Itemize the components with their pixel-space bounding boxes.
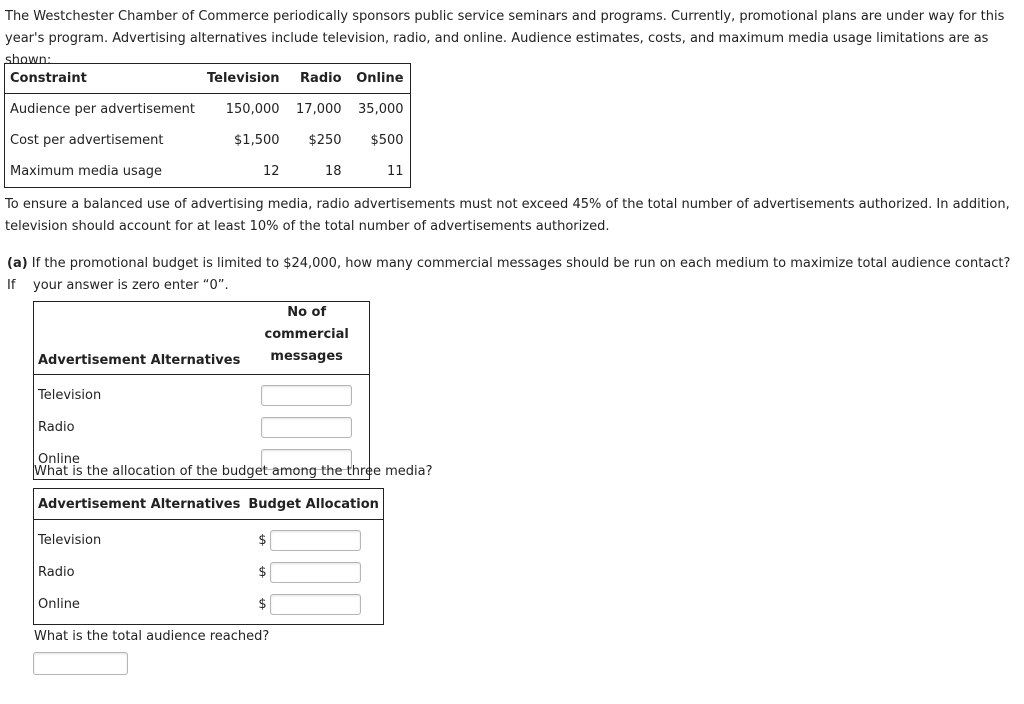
television-budget-input[interactable] (270, 530, 361, 551)
budget-allocation-header: Budget Allocation (244, 489, 383, 520)
row-label: Online (38, 451, 80, 467)
row-label: Radio (38, 564, 75, 580)
cost-row (5, 125, 411, 156)
table-row (34, 556, 384, 588)
total-audience-input[interactable] (33, 652, 128, 675)
input-cell (244, 520, 383, 557)
messages-header-line1: No of commercial (264, 305, 349, 342)
row-label: Audience per advertisement (10, 102, 195, 117)
row-label: Radio (38, 419, 75, 435)
total-audience-question: What is the total audience reached? (34, 629, 270, 644)
part-a-label: (a) (7, 256, 28, 271)
row-label: Television (38, 532, 102, 548)
radio-messages-input[interactable] (261, 417, 352, 438)
alternatives-header: Advertisement Alternatives (34, 489, 245, 520)
allocation-question: What is the allocation of the budget among the three media? (34, 464, 433, 479)
audience-row (5, 94, 411, 126)
budget-table (33, 488, 384, 625)
alternatives-header: Advertisement Alternatives (34, 302, 245, 375)
messages-table (33, 301, 370, 480)
input-cell (244, 556, 383, 588)
table-cell: 18 (324, 164, 342, 179)
row-label: Online (38, 596, 80, 612)
input-cell (244, 375, 369, 412)
row-label: Television (38, 387, 102, 403)
dollar-sign: $ (258, 532, 267, 548)
constraint-table (4, 63, 411, 188)
table-cell: 150,000 (225, 102, 280, 117)
table-row (34, 411, 370, 443)
television-header: Television (201, 64, 286, 94)
part-a-question-text: If the promotional budget is limited to $24,000, how many commercial messages should be run on each medium to maximize total audience contact? If (7, 256, 1011, 293)
dollar-sign: $ (258, 564, 267, 580)
table-cell: 17,000 (296, 102, 342, 117)
row-label: Maximum media usage (10, 164, 163, 179)
input-cell (244, 411, 369, 443)
max-usage-row (5, 156, 411, 188)
radio-budget-input[interactable] (270, 562, 361, 583)
messages-header-row (34, 302, 370, 375)
dollar-sign: $ (258, 596, 267, 612)
messages-header-line2: messages (270, 349, 343, 364)
table-cell: 11 (386, 164, 404, 179)
constraint-header-row (5, 64, 411, 94)
intro-text: The Westchester Chamber of Commerce periodically sponsors public service seminars and programs. Currently, promotional plans are under way for this year's program. Advertising alternatives include television, radio, and online. Audience estimates, costs, and maximum media usage limitations are as shown: (5, 9, 1005, 68)
table-row (34, 375, 370, 412)
table-cell: 12 (262, 164, 280, 179)
row-label: Cost per advertisement (10, 133, 164, 148)
radio-header: Radio (286, 64, 348, 94)
table-row (34, 520, 384, 557)
balance-note: To ensure a balanced use of advertising media, radio advertisements must not exceed 45% of the total number of advertisements authorized. In addition, television should account for at least 10% of the total number of advertisements authorized. (5, 197, 1010, 234)
constraint-header: Constraint (5, 64, 201, 94)
table-row (34, 588, 384, 625)
table-cell: 35,000 (358, 102, 404, 117)
budget-header-row (34, 489, 384, 520)
online-budget-input[interactable] (270, 594, 361, 615)
online-header: Online (348, 64, 411, 94)
table-cell: $500 (370, 133, 404, 148)
table-cell: $1,500 (234, 133, 280, 148)
table-cell: $250 (308, 133, 342, 148)
messages-header (244, 302, 369, 375)
input-cell (244, 588, 383, 625)
television-messages-input[interactable] (261, 385, 352, 406)
part-a-question-cont: your answer is zero enter “0”. (33, 278, 229, 293)
